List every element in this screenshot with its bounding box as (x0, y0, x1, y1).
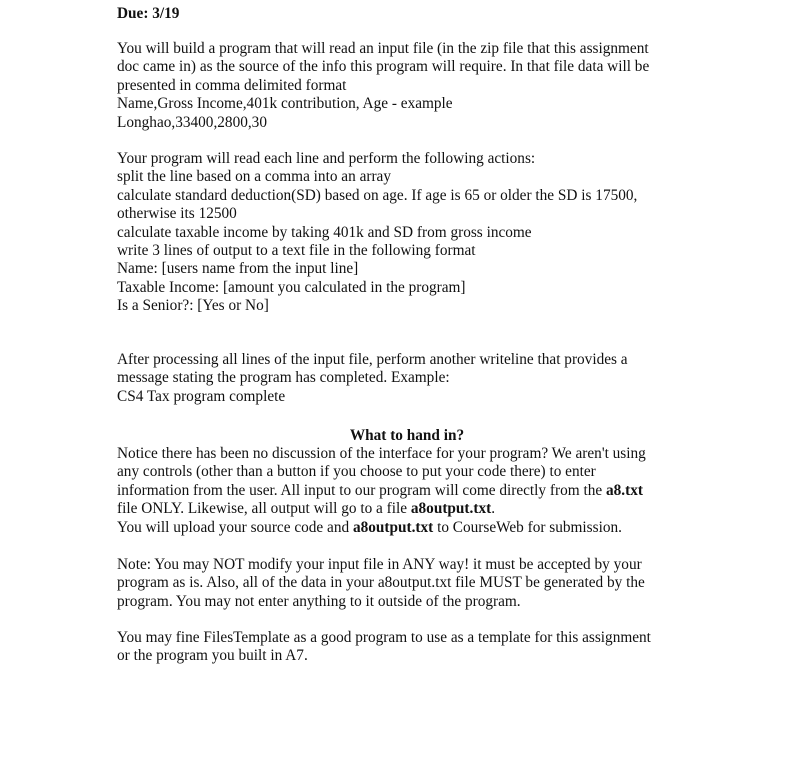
output-format-line: Is a Senior?: [Yes or No] (117, 297, 269, 315)
actions-line: calculate taxable income by taking 401k and SD from gross income (117, 223, 532, 241)
template-line: or the program you built in A7. (117, 647, 308, 665)
actions-paragraph (117, 150, 637, 316)
handin-paragraph (117, 445, 646, 537)
handin-heading: What to hand in? (349, 427, 465, 444)
note-paragraph (117, 556, 645, 611)
intro-line: doc came in) as the source of the info this program will require. In that file data will be (117, 58, 650, 76)
handin-text: file ONLY. Likewise, all output will go to a file (117, 500, 411, 518)
handin-line (117, 482, 646, 500)
note-line: program as is. Also, all of the data in your a8output.txt file MUST be generated by the (117, 574, 645, 592)
output-filename: a8output.txt (352, 518, 434, 536)
handin-line (117, 500, 646, 518)
actions-line: otherwise its 12500 (117, 205, 237, 223)
intro-line: You will build a program that will read an input file (in the zip file that this assignment (117, 40, 649, 57)
actions-line: write 3 lines of output to a text file in the following format (117, 241, 476, 259)
handin-text: information from the user. All input to our program will come directly from the (117, 481, 606, 499)
handin-line: any controls (other than a button if you choose to put your code there) to enter (117, 463, 596, 481)
output-format-line: Taxable Income: [amount you calculated in the program] (117, 278, 466, 296)
output-filename: a8output.txt (410, 500, 492, 518)
after-line: After processing all lines of the input file, perform another writeline that provides a (117, 351, 628, 368)
after-line: message stating the program has completed. Example: (117, 369, 450, 387)
after-paragraph (117, 351, 628, 406)
handin-line (117, 519, 646, 537)
actions-line: calculate standard deduction(SD) based on age. If age is 65 or older the SD is 17500, (117, 186, 638, 204)
handin-text: to CourseWeb for submission. (433, 518, 622, 536)
due-date: Due: 3/19 (117, 5, 180, 22)
intro-line: presented in comma delimited format (117, 76, 347, 94)
actions-line: split the line based on a comma into an array (117, 168, 391, 186)
handin-text: . (491, 500, 496, 518)
template-line: You may fine FilesTemplate as a good program to use as a template for this assignment (117, 629, 651, 646)
handin-text: You will upload your source code and (117, 518, 353, 536)
handin-line: Notice there has been no discussion of the interface for your program? We aren't using (117, 445, 646, 462)
after-example-line: CS4 Tax program complete (117, 387, 286, 405)
input-filename: a8.txt (605, 481, 643, 499)
template-paragraph (117, 629, 651, 666)
actions-line: Your program will read each line and perform the following actions: (117, 150, 536, 167)
note-line: Note: You may NOT modify your input file in ANY way! it must be accepted by your (117, 556, 642, 573)
intro-example-header: Name,Gross Income,401k contribution, Age - example (117, 95, 453, 113)
output-format-line: Name: [users name from the input line] (117, 260, 359, 278)
note-line: program. You may not enter anything to it outside of the program. (117, 592, 521, 610)
intro-example-row: Longhao,33400,2800,30 (117, 113, 267, 131)
intro-paragraph (117, 40, 649, 132)
